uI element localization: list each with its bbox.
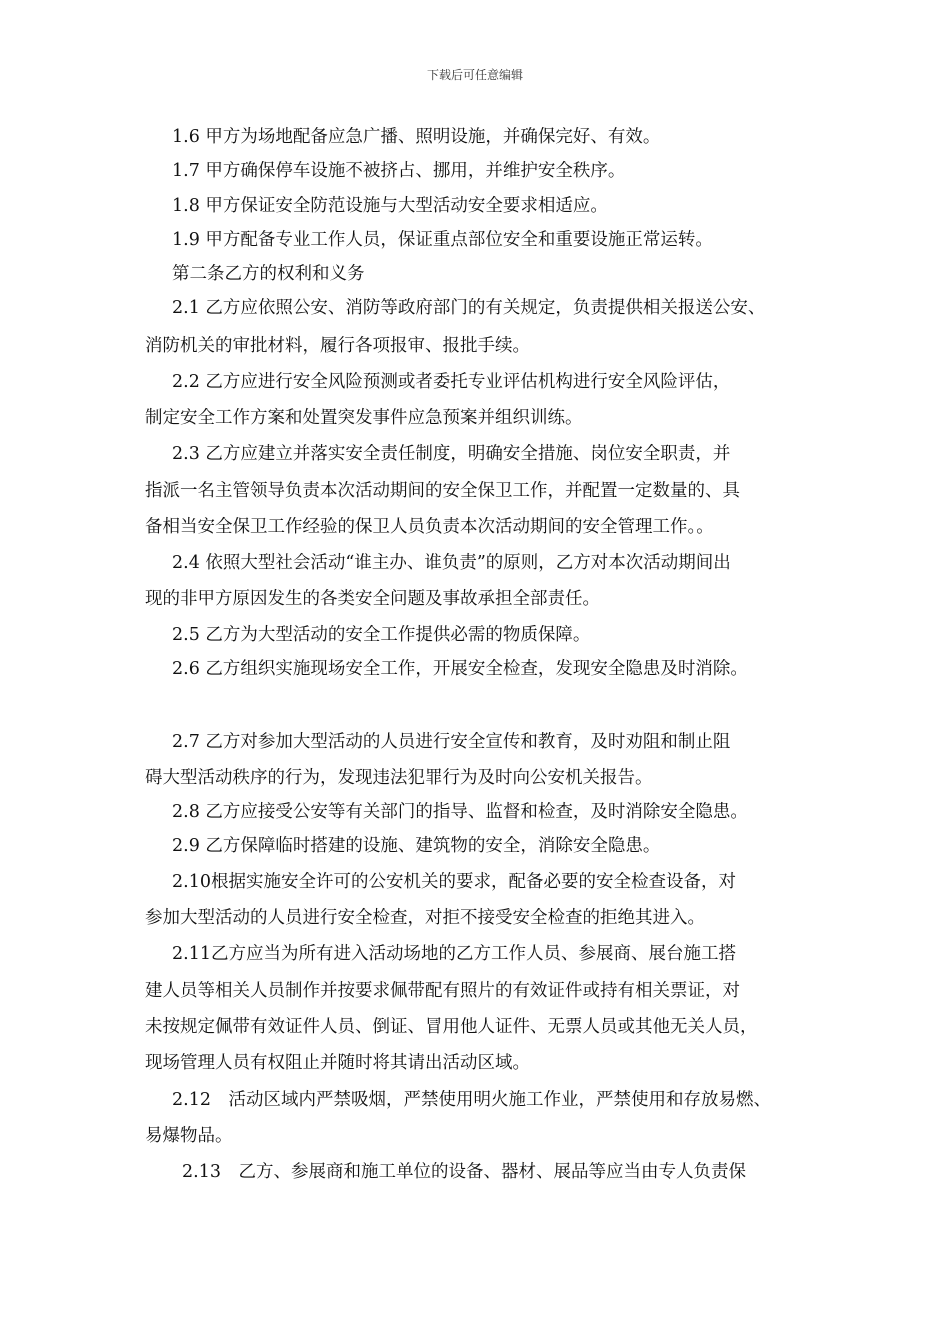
text-line: 参加大型活动的人员进行安全检查，对拒不接受安全检查的拒绝其进入。: [145, 908, 705, 928]
text-line: 2.12 活动区域内严禁吸烟，严禁使用明火施工作业，严禁使用和存放易燃、: [172, 1090, 771, 1110]
text-line: 1.8 甲方保证安全防范设施与大型活动安全要求相适应。: [172, 196, 608, 216]
text-line: 2.4 依照大型社会活动“谁主办、谁负责”的原则，乙方对本次活动期间出: [172, 553, 731, 573]
text-line: 2.9 乙方保障临时搭建的设施、建筑物的安全，消除安全隐患。: [172, 836, 661, 856]
page-header: 下载后可任意编辑: [426, 68, 523, 82]
text-line: 2.3 乙方应建立并落实安全责任制度，明确安全措施、岗位安全职责，并: [172, 444, 731, 464]
text-line: 2.7 乙方对参加大型活动的人员进行安全宣传和教育，及时劝阻和制止阻: [172, 732, 731, 752]
text-line: 制定安全工作方案和处置突发事件应急预案并组织训练。: [145, 408, 583, 428]
text-line: 建人员等相关人员制作并按要求佩带配有照片的有效证件或持有相关票证，对: [145, 981, 740, 1001]
text-line: 2.6 乙方组织实施现场安全工作，开展安全检查，发现安全隐患及时消除。: [172, 659, 748, 679]
text-line: 消防机关的审批材料，履行各项报审、报批手续。: [145, 336, 530, 356]
section-heading: 第二条乙方的权利和义务: [172, 264, 365, 284]
text-line: 指派一名主管领导负责本次活动期间的安全保卫工作，并配置一定数量的、具: [145, 481, 740, 501]
text-line: 未按规定佩带有效证件人员、倒证、冒用他人证件、无票人员或其他无关人员，: [145, 1017, 758, 1037]
text-line: 现的非甲方原因发生的各类安全问题及事故承担全部责任。: [145, 589, 600, 609]
text-line: 现场管理人员有权阻止并随时将其请出活动区域。: [145, 1053, 530, 1073]
text-line: 碍大型活动秩序的行为，发现违法犯罪行为及时向公安机关报告。: [145, 768, 653, 788]
text-line: 2.13 乙方、参展商和施工单位的设备、器材、展品等应当由专人负责保: [182, 1162, 746, 1182]
text-line: 2.5 乙方为大型活动的安全工作提供必需的物质保障。: [172, 625, 591, 645]
text-line: 2.10根据实施安全许可的公安机关的要求，配备必要的安全检查设备，对: [172, 872, 736, 892]
text-line: 1.6 甲方为场地配备应急广播、照明设施，并确保完好、有效。: [172, 127, 661, 147]
text-line: 2.2 乙方应进行安全风险预测或者委托专业评估机构进行安全风险评估，: [172, 372, 731, 392]
text-line: 备相当安全保卫工作经验的保卫人员负责本次活动期间的安全管理工作。。: [145, 517, 714, 537]
text-line: 易爆物品。: [145, 1126, 233, 1146]
text-line: 2.11乙方应当为所有进入活动场地的乙方工作人员、参展商、展台施工搭: [172, 944, 736, 964]
text-line: 1.7 甲方确保停车设施不被挤占、挪用，并维护安全秩序。: [172, 161, 626, 181]
text-line: 2.1 乙方应依照公安、消防等政府部门的有关规定，负责提供相关报送公安、: [172, 298, 766, 318]
text-line: 2.8 乙方应接受公安等有关部门的指导、监督和检查，及时消除安全隐患。: [172, 802, 748, 822]
text-line: 1.9 甲方配备专业工作人员，保证重点部位安全和重要设施正常运转。: [172, 230, 713, 250]
